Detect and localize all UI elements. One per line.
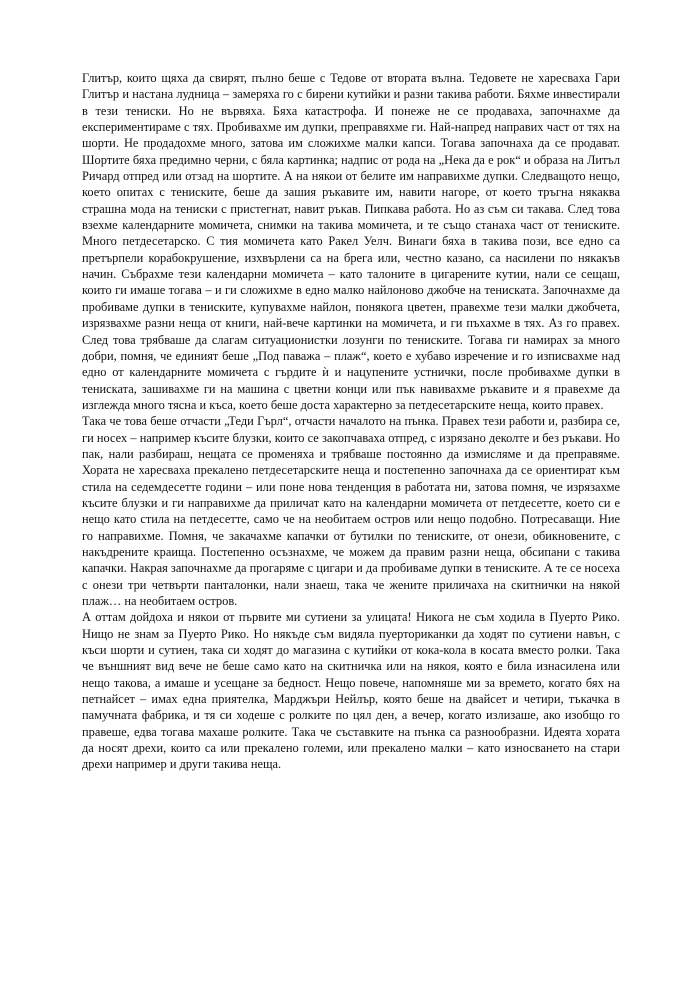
paragraph-2: Така че това беше отчасти „Теди Гърл“, отчасти началото на пънка. Правех тези работи и, разбира се, ги носех – например късите блузки, които се закопчаваха отпред, с изрязано деколте и без ръкави. Но пак, нали разбираш, нещата се променяха и трябваше постоянно да измисляме и да преправяме. Хората не харесваха прекалено петдесетарските неща и постепенно започнаха да се ориентират към стила на седемдесетте години – или поне нова тенденция в работата ни, затова помня, че изрязахме късите блузки и ги направихме да приличат като на календарни момичета от петдесетте, което си е нещо като стила на петдесетте, само че на необитаем остров или нещо подобно. Потресаващи. Ние го направихме. Помня, че закачахме капачки от бутилки по тениските, от онези, обикновените, с накъдрените краища. Постепенно осъзнахме, че можем да правим разни неща, обсипани с такива капачки. Накрая започнахме да прогаряме с цигари и да пробиваме дупки в тениските. А те се носеха с онези три четвърти панталонки, нали знаеш, така че жените приличаха на скитнички на някой плаж… на необитаем остров. (82, 414, 620, 608)
paragraph-1: Глитър, които щяха да свирят, пълно беше с Тедове от втората вълна. Тедовете не харесваха Гари Глитър и настана лудница – замеряха го с бирени кутийки и разни такива работи. Бяхме инвестирали в тези тениски. Но не вървяха. Бяха катастрофа. И понеже не се продаваха, започнахме да експериментираме с тях. Пробивахме им дупки, преправяхме ги. Най-напред направих част от тях на шорти. Не продадохме много, затова им сложихме малки капси. Тогава започнаха да се продават. Шортите бяха предимно черни, с бяла картинка; надпис от рода на „Нека да е рок“ и образа на Литъл Ричард отпред или отзад на шортите. А на някои от белите им направихме дупки. Следващото нещо, което опитах с тениските, беше да зашия ръкавите им, навити нагоре, от което тръгна някаква страшна мода на тениски с пристегнат, навит ръкав. Пипкава работа. Но аз съм си такава. След това взехме календарните момичета, снимки на такива момичета, и те също станаха част от тениските. Много петдесетарско. С тия момичета като Ракел Уелч. Винаги бяха в такива пози, все едно са претърпели корабокрушение, изхвърлени са на брега или, честно казано, са насилени по някакъв начин. Събрахме тези календарни момичета – като талоните в цигарените кутии, нали се сещаш, които ги имаше тогава – и ги сложихме в едно малко найлоново джобче на тениската. Започнахме да пробиваме дупки в тениските, купувахме найлон, понякога цветен, правехме тези малки джобчета, изрязвахме разни неща от книги, най-вече картинки на момичета, и ги пъхахме в тях. Аз го правех. След това трябваше да слагам ситуационистки лозунги по тениските. Тогава ги намирах за много добри, помня, че единият беше „Под паважа – плаж“, което е хубаво изречение и го изписвахме над едно от календарните момичета с гърдите ѝ и нацупените устнички, после пробивахме дупки в тениската, зашивахме ги на машина с цветни конци или пък навивахме ръкавите и я правехме да изглежда много тясна и къса, което беше доста характерно за петдесетарските неща, които правех. (82, 71, 620, 412)
paragraph-3: А оттам дойдоха и някои от първите ми сутиени за улицата! Никога не съм ходила в Пуерто Рико. Нищо не знам за Пуерто Рико. Но някъде съм видяла пуерториканки да ходят по сутиени навън, с къси шорти и сутиен, така си ходят до магазина с кутийки от кока-кола в косата вместо ролки. Така че външният вид вече не беше само като на скитничка или на някоя, която е била изнасилена или нещо такова, а имаше и усещане за бедност. Нещо повече, напомняше ми за времето, когато бях на петнайсет – имах една приятелка, Марджъри Нейлър, която беше на двайсет и четири, тъкачка в памучната фабрика, и тя си ходеше с ролките по цял ден, а вечер, когато излизаше, ако изобщо го правеше, едва тогава махаше ролките. Така че съставките на пънка са разнообразни. Идеята хората да носят дрехи, които са или прекалено големи, или прекалено малки – като износването на стари дрехи например и други такива неща. (82, 610, 620, 772)
document-page (82, 70, 620, 773)
